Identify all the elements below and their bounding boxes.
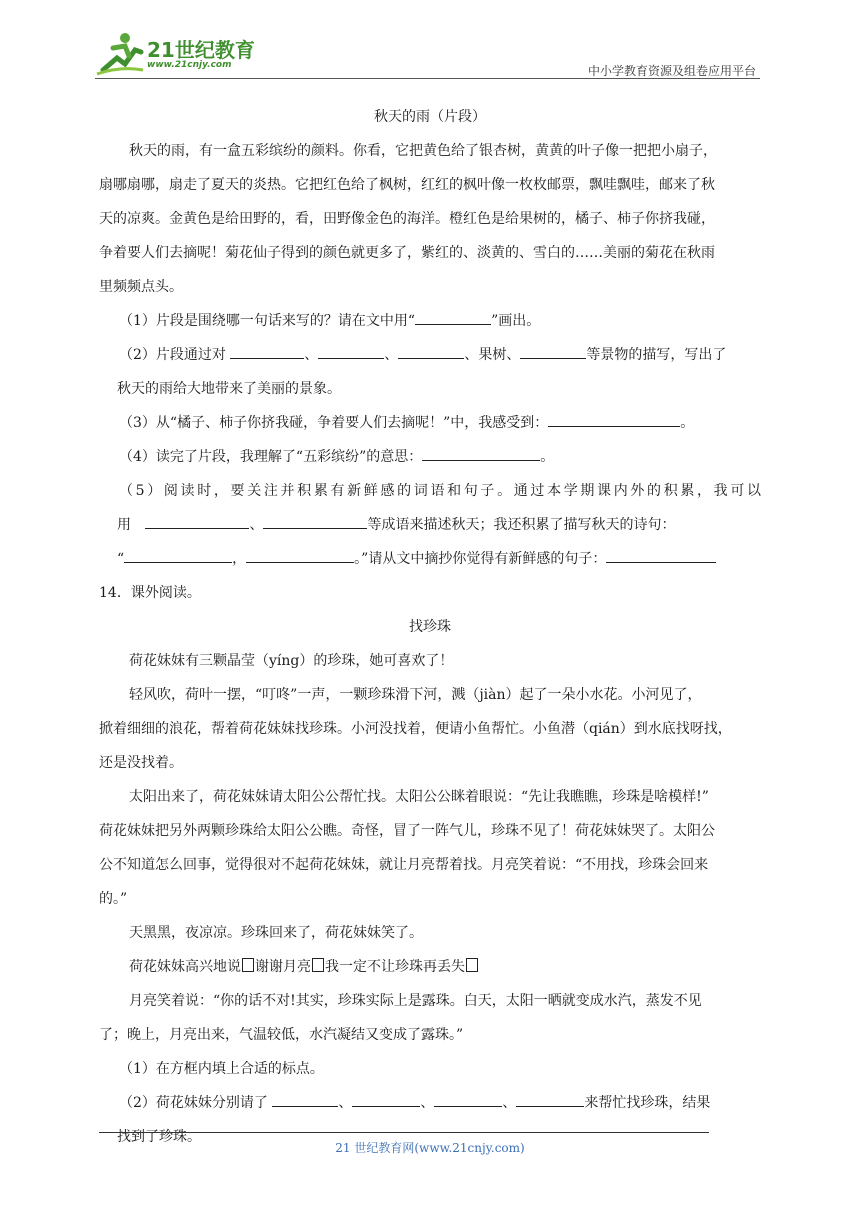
question-4: [99, 440, 761, 474]
answer-blank[interactable]: [230, 344, 304, 359]
answer-blank[interactable]: [318, 344, 384, 359]
passage-text: 谢谢月亮: [255, 959, 311, 975]
page-header: [95, 30, 760, 78]
punctuation-box[interactable]: [242, 958, 254, 972]
document-body: [99, 100, 761, 1154]
question-text: 用: [117, 517, 136, 533]
separator: 、: [304, 347, 319, 363]
question-text: 、果树、: [464, 347, 521, 363]
passage1-line: 秋天的雨，有一盒五彩缤纷的颜料。你看，它把黄色给了银杏树，黄黄的叶子像一把把小扇子，: [129, 143, 717, 159]
question-2: [99, 338, 761, 372]
question-5-cont: [99, 508, 761, 542]
passage2-line: 掀着细细的浪花，帮着荷花妹妹找珍珠。小河没找着，便请小鱼帮忙。小鱼潜（qián）到水底找呀找，: [99, 721, 732, 737]
question-text: ”画出。: [491, 313, 541, 329]
question-14-label: 14．课外阅读。: [99, 585, 201, 601]
passage1-line: 里频频点头。: [99, 279, 183, 295]
question-text: 来帮忙找珍珠，结果: [584, 1095, 711, 1111]
separator: 、: [502, 1095, 517, 1111]
question-3: [99, 406, 761, 440]
question-text: （2）荷花妹妹分别请了: [119, 1095, 273, 1111]
answer-blank[interactable]: [398, 344, 464, 359]
question-2-cont: 秋天的雨给大地带来了美丽的景象。: [117, 381, 341, 397]
question-text: 等景物的描写，写出了: [586, 347, 727, 363]
question-text: 。: [680, 415, 695, 431]
logo-url: www.21cnjy.com: [147, 60, 232, 70]
passage2-line: 荷花妹妹有三颗晶莹（yíng）的珍珠，她可喜欢了！: [129, 653, 454, 669]
logo-text: 21世纪教育: [147, 38, 255, 62]
footer-divider: [99, 1132, 709, 1133]
answer-blank[interactable]: [145, 514, 249, 529]
question-5-cont: [99, 542, 761, 576]
passage2-line: 荷花妹妹把另外两颗珍珠给太阳公公瞧。奇怪，冒了一阵气儿，珍珠不见了！荷花妹妹哭了。太阳公: [99, 823, 715, 839]
answer-blank[interactable]: [415, 310, 491, 325]
answer-blank[interactable]: [263, 514, 367, 529]
passage1-line: 扇哪扇哪，扇走了夏天的炎热。它把红色给了枫树，红红的枫叶像一枚枚邮票，飘哇飘哇，邮来了秋: [99, 177, 715, 193]
question-text: （1）片段是围绕哪一句话来写的？请在文中用“: [119, 313, 416, 329]
question-text: 。”请从文中摘抄你觉得有新鲜感的句子：: [354, 551, 607, 567]
question-text: 。: [540, 449, 555, 465]
question-text: （3）从“橘子、柿子你挤我碰，争着要人们去摘呢！”中，我感受到：: [119, 415, 549, 431]
answer-blank[interactable]: [516, 1092, 584, 1107]
separator: 、: [420, 1095, 435, 1111]
passage-text: 荷花妹妹高兴地说: [129, 959, 241, 975]
punctuation-box[interactable]: [312, 958, 324, 972]
question-text: “: [117, 551, 125, 567]
passage2-line: 的。”: [99, 891, 128, 907]
answer-blank[interactable]: [606, 548, 716, 563]
passage2-line: 公不知道怎么回事，觉得很对不起荷花妹妹，就让月亮帮着找。月亮笑着说：“不用找，珍珠会回来: [99, 857, 709, 873]
answer-blank[interactable]: [272, 1092, 338, 1107]
question-1: [99, 304, 761, 338]
answer-blank[interactable]: [352, 1092, 420, 1107]
separator: 、: [338, 1095, 353, 1111]
platform-label: 中小学教育资源及组卷应用平台: [587, 64, 756, 78]
answer-blank[interactable]: [246, 548, 354, 563]
question-text: （2）片段通过对: [119, 347, 231, 363]
footer-text[interactable]: 21 世纪教育网(www.21cnjy.com): [335, 1141, 525, 1155]
passage2-line: 天黑黑，夜凉凉。珍珠回来了，荷花妹妹笑了。: [129, 925, 423, 941]
answer-blank[interactable]: [422, 446, 540, 461]
answer-blank[interactable]: [434, 1092, 502, 1107]
passage1-line: 天的凉爽。金黄色是给田野的，看，田野像金色的海洋。橙红色是给果树的，橘子、柿子你挤我碰，: [99, 211, 715, 227]
header-divider: [95, 78, 760, 79]
passage-text: 我一定不让珍珠再丢失: [325, 959, 465, 975]
separator: 、: [249, 517, 264, 533]
question-5: （5）阅读时，要关注并积累有新鲜感的词语和句子。通过本学期课内外的积累，我可以: [119, 483, 761, 499]
passage2-line: 太阳出来了，荷花妹妹请太阳公公帮忙找。太阳公公眯着眼说：“先让我瞧瞧，珍珠是啥模样!”: [129, 789, 709, 805]
answer-blank[interactable]: [124, 548, 232, 563]
passage2-line: 轻风吹，荷叶一摆，“叮咚”一声，一颗珍珠滑下河，溅（jiàn）起了一朵小水花。小河见了，: [129, 687, 702, 703]
separator: 、: [384, 347, 399, 363]
separator: ，: [232, 551, 247, 567]
question-14-2: [99, 1086, 761, 1120]
question-14-2-cont: 找到了珍珠。: [117, 1129, 201, 1145]
passage2-line: 了；晚上，月亮出来，气温较低，水汽凝结又变成了露珠。”: [99, 1027, 464, 1043]
passage2-line: 还是没找着。: [99, 755, 183, 771]
punctuation-box[interactable]: [466, 958, 478, 972]
passage1-line: 争着要人们去摘呢！菊花仙子得到的颜色就更多了，紫红的、淡黄的、雪白的……美丽的菊花在秋雨: [99, 245, 715, 261]
punctuation-line: [99, 950, 761, 984]
question-14-1: （1）在方框内填上合适的标点。: [119, 1061, 324, 1077]
passage1-title: 秋天的雨（片段）: [374, 109, 486, 125]
passage2-line: 月亮笑着说：“你的话不对!其实，珍珠实际上是露珠。白天，太阳一晒就变成水汽，蒸发不见: [129, 993, 702, 1009]
answer-blank[interactable]: [548, 412, 680, 427]
answer-blank[interactable]: [520, 344, 586, 359]
question-text: （4）读完了片段，我理解了“五彩缤纷”的意思：: [119, 449, 423, 465]
passage2-title: 找珍珠: [409, 619, 451, 635]
runner-logo-icon: [95, 30, 145, 76]
question-text: 等成语来描述秋天；我还积累了描写秋天的诗句：: [367, 517, 676, 533]
site-logo: [95, 30, 255, 76]
